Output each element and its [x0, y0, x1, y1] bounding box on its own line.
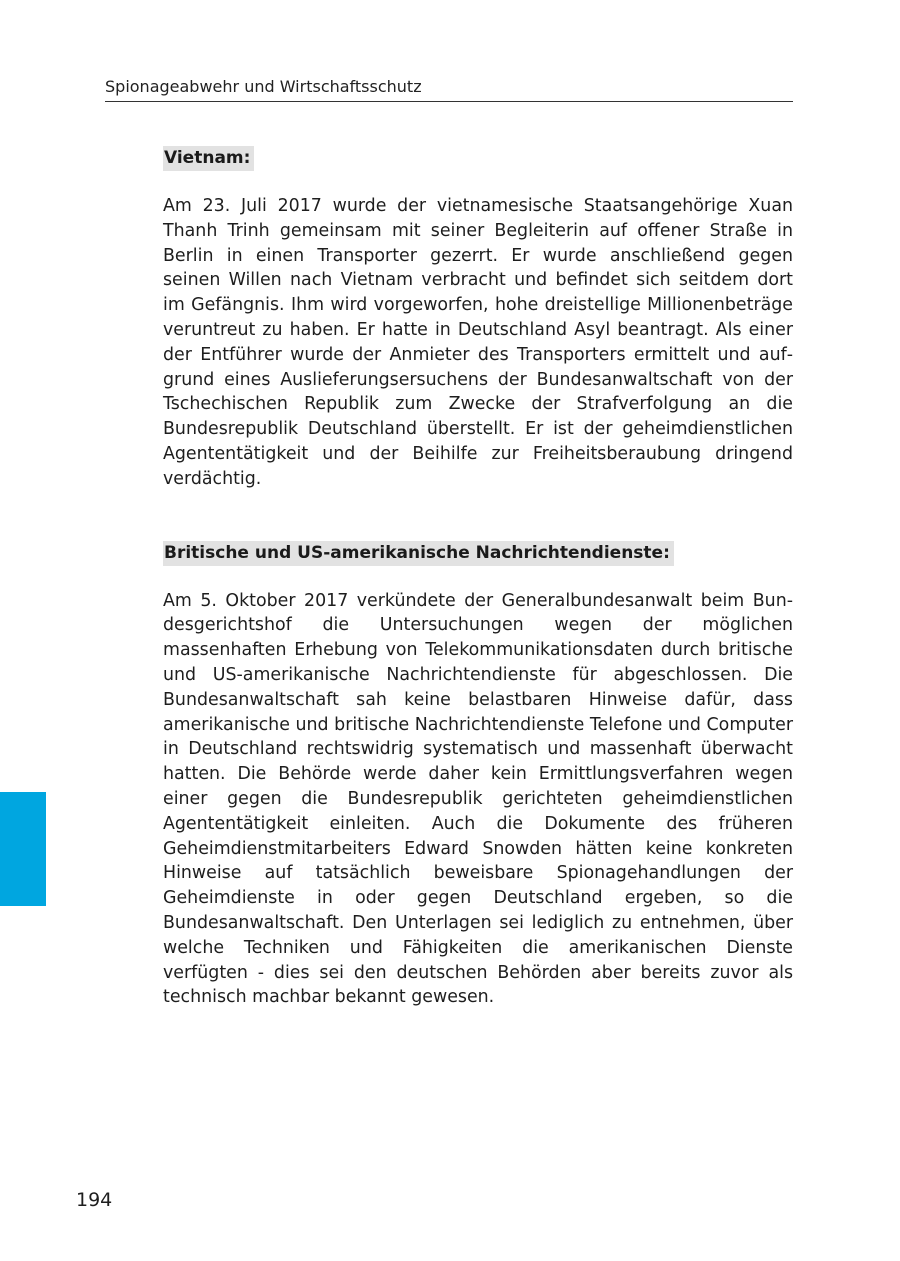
running-header-title: Spionageabwehr und Wirtschaftsschutz	[105, 76, 793, 102]
paragraph-intelligence-services: Am 5. Oktober 2017 verkündete der Generalbundesanwalt beim Bundesgerichtshof die Untersuchungen wegen der möglichen massenhaften Erhebung von Telekommunikationsdaten durch britische und US-amerikanische Nachrichtendienste für abgeschlossen. Die Bundesanwaltschaft sah keine belastbaren Hinweise dafür, dass amerikanische und britische Nachrichtendienste Telefone und Computer in Deutschland rechtswidrig systematisch und massenhaft überwacht hatten. Die Behörde werde daher kein Ermittlungsverfahren wegen einer gegen die Bundesrepublik gerichteten geheimdienstlichen Agententätigkeit einleiten. Auch die Dokumente des früheren Geheimdienstmitarbeiters Edward Snowden hätten keine konkreten Hinweise auf tatsächlich beweisbare Spionagehandlungen der Geheimdienste in oder gegen Deutschland ergeben, so die Bundesanwaltschaft. Den Unterlagen sei lediglich zu entnehmen, über welche Techniken und Fähigkeiten die amerikanischen Dienste verfügten - dies sei den deutschen Behörden aber bereits zuvor als technisch machbar bekannt gewesen.	[163, 590, 793, 1008]
page-number: 194	[76, 1189, 113, 1211]
section-heading-intelligence-services: Britische und US-amerikanische Nachrichtendienste:	[163, 541, 674, 566]
paragraph-vietnam: Am 23. Juli 2017 wurde der vietnamesische Staatsangehörige Xuan Thanh Trinh gemeinsam mit seiner Begleiterin auf offener Straße in Berlin in einen Transporter gezerrt. Er wurde anschließend gegen seinen Willen nach Vietnam verbracht und befindet sich seitdem dort im Gefängnis. Ihm wird vorgeworfen, hohe dreistellige Millionenbeträge veruntreut zu haben. Er hatte in Deutschland Asyl beantragt. Als einer der Entführer wurde der Anmieter des Transporters ermittelt und aufgrund eines Auslieferungsersuchens der Bundesanwaltschaft von der Tschechischen Republik zum Zwecke der Strafverfolgung an die Bundesrepublik Deutschland überstellt. Er ist der geheimdienstlichen Agententätigkeit und der Beihilfe zur Freiheitsberaubung dringend verdächtig.	[163, 196, 793, 489]
page-content	[163, 146, 793, 1010]
chapter-side-tab	[0, 792, 46, 906]
section-heading-vietnam: Vietnam:	[163, 146, 254, 171]
